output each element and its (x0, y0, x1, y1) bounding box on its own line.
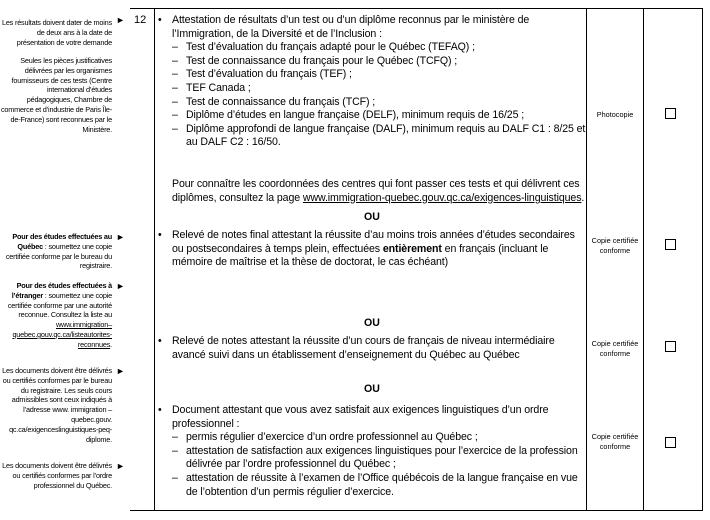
arrow-icon: ► (116, 15, 125, 25)
or-separator: OU (364, 317, 380, 329)
note-recognized-documents: Seules les pièces justificatives délivrées par les organismes fournisseurs de ces tests (Centre international d’études pédagogiques, Chambre de commerce et d’industrie de Paris Île-de-France) sont reconnues par le Ministère. (0, 56, 112, 134)
bullet-icon: • (158, 229, 162, 241)
test-item: TEF Canada ; (186, 81, 251, 94)
dash-icon: – (172, 68, 178, 81)
dash-icon: – (172, 95, 178, 108)
test-item: Diplôme approfondi de langue française (DALF), minimum requis au DALF C1 : 8/25 et au DALF C2 : 16/50. (186, 122, 586, 149)
note-studies-quebec-text: : soumettez une copie certifiée conforme par le bureau du registraire. (5, 241, 112, 271)
list-item (158, 68, 586, 82)
test-attestation-intro: Attestation de résultats d’un test ou d’un diplôme reconnus par le ministère de l’Immigration, de la Diversité et de l’Inclusion : (172, 14, 530, 40)
dash-icon: – (172, 54, 178, 67)
bullet-icon: • (158, 14, 162, 26)
note-professional-order: Les documents doivent être délivrés ou certifiés conformes par l’ordre professionnel du Québec. (2, 461, 112, 490)
note-studies-abroad-end: . (110, 339, 112, 349)
list-item (158, 431, 586, 445)
list-item (158, 96, 586, 110)
list-item (158, 82, 586, 96)
arrow-icon: ► (116, 461, 125, 471)
bullet-icon: • (158, 335, 162, 347)
note-course-documents: Les documents doivent être délivrés ou certifiés conformes par le bureau du registraire. Les seuls cours admissibles sont ceux indiqués à l’adresse www. immigration – quebec.gouv. qc.ca/exigenceslinguistiques-peq-diplome. (2, 366, 112, 444)
dash-icon: – (172, 444, 178, 457)
table-top-rule (130, 8, 703, 9)
list-item (158, 404, 586, 431)
note-studies-abroad-text: : soumettez une copie certifiée conforme par une autorité reconnue. Consultez la liste au (7, 290, 112, 320)
test-item: Test d’évaluation du français (TEF) ; (186, 68, 352, 81)
list-item (158, 123, 586, 150)
test-attestation-block (158, 14, 586, 150)
linguistic-requirements-link[interactable]: www.immigration-quebec.gouv.qc.ca/exigences-linguistiques (302, 191, 582, 204)
french-course-block (158, 335, 586, 362)
column-divider (702, 8, 703, 511)
document-type-photocopy: Photocopie (596, 110, 634, 119)
document-type-certified-copy: Copie certifiée conforme (591, 339, 639, 358)
note-studies-quebec (0, 232, 112, 271)
dash-icon: – (172, 122, 178, 135)
transcript-studies-block (158, 229, 586, 270)
list-item (158, 55, 586, 69)
column-divider (586, 8, 587, 511)
transcript-studies-emphasis: entièrement (382, 242, 442, 255)
note-results-validity: Les résultats doivent dater de moins de deux ans à la date de présentation de votre demande (1, 18, 112, 47)
row-number: 12 (134, 14, 147, 26)
list-item (158, 229, 586, 270)
note-studies-quebec-bold: Pour des études effectuées au Québec (12, 232, 112, 251)
table-bottom-rule (130, 510, 703, 511)
column-divider (154, 8, 155, 511)
checkbox-transcript-studies[interactable] (665, 239, 676, 250)
test-item: Test d’évaluation du français adapté pour le Québec (TEFAQ) ; (186, 41, 475, 54)
transcript-studies-text-end: en français (incluant le mémoire de maîtrise et la thèse de doctorat, le cas échéant) (172, 242, 549, 269)
note-studies-abroad-bold: Pour des études effectuées à l’étranger (11, 281, 112, 300)
list-item (158, 472, 586, 499)
note-studies-abroad (0, 281, 112, 350)
dash-icon: – (172, 471, 178, 484)
test-item: Diplôme d’études en langue française (DELF), minimum requis de 16/25 ; (186, 109, 525, 122)
list-item (158, 41, 586, 55)
dash-icon: – (172, 41, 178, 54)
or-separator: OU (364, 211, 380, 223)
professional-order-item: attestation de satisfaction aux exigences linguistiques pour l’exercice de la profession délivrée par l’ordre professionnel du Québec ; (186, 444, 578, 471)
checkbox-test-attestation[interactable] (665, 108, 676, 119)
arrow-icon: ► (116, 232, 125, 242)
dash-icon: – (172, 81, 178, 94)
test-item: Test de connaissance du français pour le Québec (TCFQ) ; (186, 54, 458, 67)
arrow-icon: ► (116, 281, 125, 291)
arrow-icon: ► (116, 366, 125, 376)
list-item (158, 14, 586, 41)
document-type-certified-copy: Copie certifiée conforme (591, 236, 639, 255)
list-item (158, 445, 586, 472)
checkbox-french-course[interactable] (665, 341, 676, 352)
note-authorities-link[interactable]: www.immigration–quebec.gouv.qc.ca/listeautorites-reconnues (12, 320, 112, 349)
professional-order-item: permis régulier d’exercice d’un ordre professionnel au Québec ; (186, 431, 478, 444)
list-item (158, 335, 586, 362)
french-course-text: Relevé de notes attestant la réussite d’un cours de français de niveau intermédiaire avancé suivi dans un établissement d’enseignement du Québec au Québec (172, 335, 555, 361)
transcript-studies-text: Relevé de notes final attestant la réussite d’au moins trois années d’études secondaires ou postsecondaires à temps plein, effectuées (172, 229, 575, 255)
test-centres-end: . (581, 191, 585, 204)
test-centres-paragraph (158, 178, 586, 205)
dash-icon: – (172, 431, 178, 444)
professional-order-text: Document attestant que vous avez satisfait aux exigences linguistiques d’un ordre professionnel : (172, 404, 549, 430)
test-item: Test de connaissance du français (TCF) ; (186, 95, 376, 108)
column-divider (643, 8, 644, 511)
professional-order-item: attestation de réussite à l’examen de l’Office québécois de la langue française en vue de l’obtention d’un permis régulier d’exercice. (186, 471, 578, 498)
dash-icon: – (172, 109, 178, 122)
professional-order-block (158, 404, 586, 499)
or-separator: OU (364, 383, 380, 395)
bullet-icon: • (158, 404, 162, 416)
checkbox-professional-order[interactable] (665, 437, 676, 448)
list-item (158, 109, 586, 123)
test-centres-text: Pour connaître les coordonnées des centres qui font passer ces tests et qui délivrent ces diplômes, consultez la page (172, 178, 580, 204)
document-type-certified-copy: Copie certifiée conforme (591, 432, 639, 451)
